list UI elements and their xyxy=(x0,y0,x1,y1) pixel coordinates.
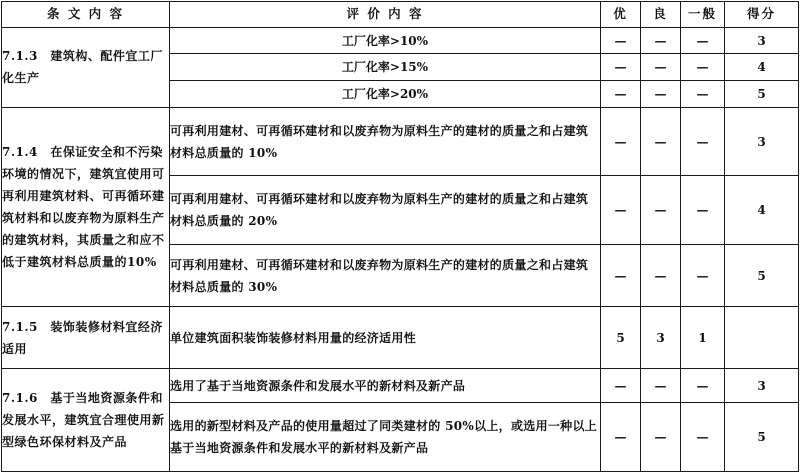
grade-excellent: 5 xyxy=(601,307,641,369)
grade-excellent: — xyxy=(601,369,641,403)
grade-good: — xyxy=(641,107,681,176)
grade-excellent: — xyxy=(601,176,641,245)
grade-average: — xyxy=(681,403,725,472)
clause-text: 7.1.3 建筑构、配件宜工厂化生产 xyxy=(2,49,163,86)
score-cell: 3 xyxy=(725,369,799,403)
header-evaluation: 评 价 内 容 xyxy=(170,2,601,28)
evaluation-content: 工厂化率>10% xyxy=(170,27,601,54)
evaluation-content: 工厂化率>15% xyxy=(170,54,601,81)
table-row xyxy=(2,27,799,54)
grade-average: 1 xyxy=(681,307,725,369)
grade-average: — xyxy=(681,107,725,176)
clause-7-1-5 xyxy=(2,307,170,369)
score-cell: 5 xyxy=(725,244,799,306)
score-cell: 3 xyxy=(725,107,799,176)
evaluation-content: 可再利用建材、可再循环建材和以废弃物为原料生产的建材的质量之和占建筑材料总质量的 30% xyxy=(170,244,601,306)
header-average: 一般 xyxy=(681,2,725,28)
evaluation-content: 选用的新型材料及产品的使用量超过了同类建材的 50%以上，或选用一种以上基于当地资源条件和发展水平的新材料及新产品 xyxy=(170,403,601,472)
grade-good: — xyxy=(641,27,681,54)
evaluation-content: 可再利用建材、可再循环建材和以废弃物为原料生产的建材的质量之和占建筑材料总质量的 10% xyxy=(170,107,601,176)
grade-good: — xyxy=(641,244,681,306)
grade-good: — xyxy=(641,369,681,403)
grade-excellent: — xyxy=(601,244,641,306)
grade-excellent: — xyxy=(601,54,641,81)
evaluation-content: 单位建筑面积装饰装修材料用量的经济适用性 xyxy=(170,307,601,369)
table-row xyxy=(2,307,799,369)
grade-average: — xyxy=(681,369,725,403)
evaluation-content: 可再利用建材、可再循环建材和以废弃物为原料生产的建材的质量之和占建筑材料总质量的 20% xyxy=(170,176,601,245)
clause-text: 7.1.4 在保证安全和不污染环境的情况下，建筑宜使用可再利用建筑材料、可再循环建筑材料和以废弃物为原料生产的建筑材料，其质量之和应不低于建筑材料总质量的10% xyxy=(2,145,165,269)
table-row xyxy=(2,369,799,403)
grade-average: — xyxy=(681,81,725,108)
clause-7-1-4 xyxy=(2,107,170,306)
grade-average: — xyxy=(681,27,725,54)
grade-average: — xyxy=(681,54,725,81)
evaluation-table xyxy=(1,1,799,472)
grade-excellent: — xyxy=(601,81,641,108)
header-clause: 条 文 内 容 xyxy=(2,2,170,28)
grade-excellent: — xyxy=(601,403,641,472)
evaluation-content: 选用了基于当地资源条件和发展水平的新材料及新产品 xyxy=(170,369,601,403)
grade-good: — xyxy=(641,81,681,108)
score-cell: 3 xyxy=(725,27,799,54)
score-cell: 4 xyxy=(725,176,799,245)
grade-good: — xyxy=(641,176,681,245)
table-row xyxy=(2,107,799,176)
score-cell: 5 xyxy=(725,403,799,472)
clause-7-1-3 xyxy=(2,27,170,107)
grade-good: — xyxy=(641,54,681,81)
clause-text: 7.1.6 基于当地资源条件和发展水平，建筑宜合理使用新型绿色环保材料及产品 xyxy=(2,391,165,450)
grade-excellent: — xyxy=(601,27,641,54)
grade-good: 3 xyxy=(641,307,681,369)
grade-average: — xyxy=(681,176,725,245)
header-row xyxy=(2,2,799,28)
grade-good: — xyxy=(641,403,681,472)
score-cell: 5 xyxy=(725,81,799,108)
grade-average: — xyxy=(681,244,725,306)
header-good: 良 xyxy=(641,2,681,28)
grade-excellent: — xyxy=(601,107,641,176)
evaluation-content: 工厂化率>20% xyxy=(170,81,601,108)
header-excellent: 优 xyxy=(601,2,641,28)
score-cell xyxy=(725,307,799,369)
header-score: 得分 xyxy=(725,2,799,28)
clause-7-1-6 xyxy=(2,369,170,472)
score-cell: 4 xyxy=(725,54,799,81)
clause-text: 7.1.5 装饰装修材料宜经济适用 xyxy=(2,319,163,356)
